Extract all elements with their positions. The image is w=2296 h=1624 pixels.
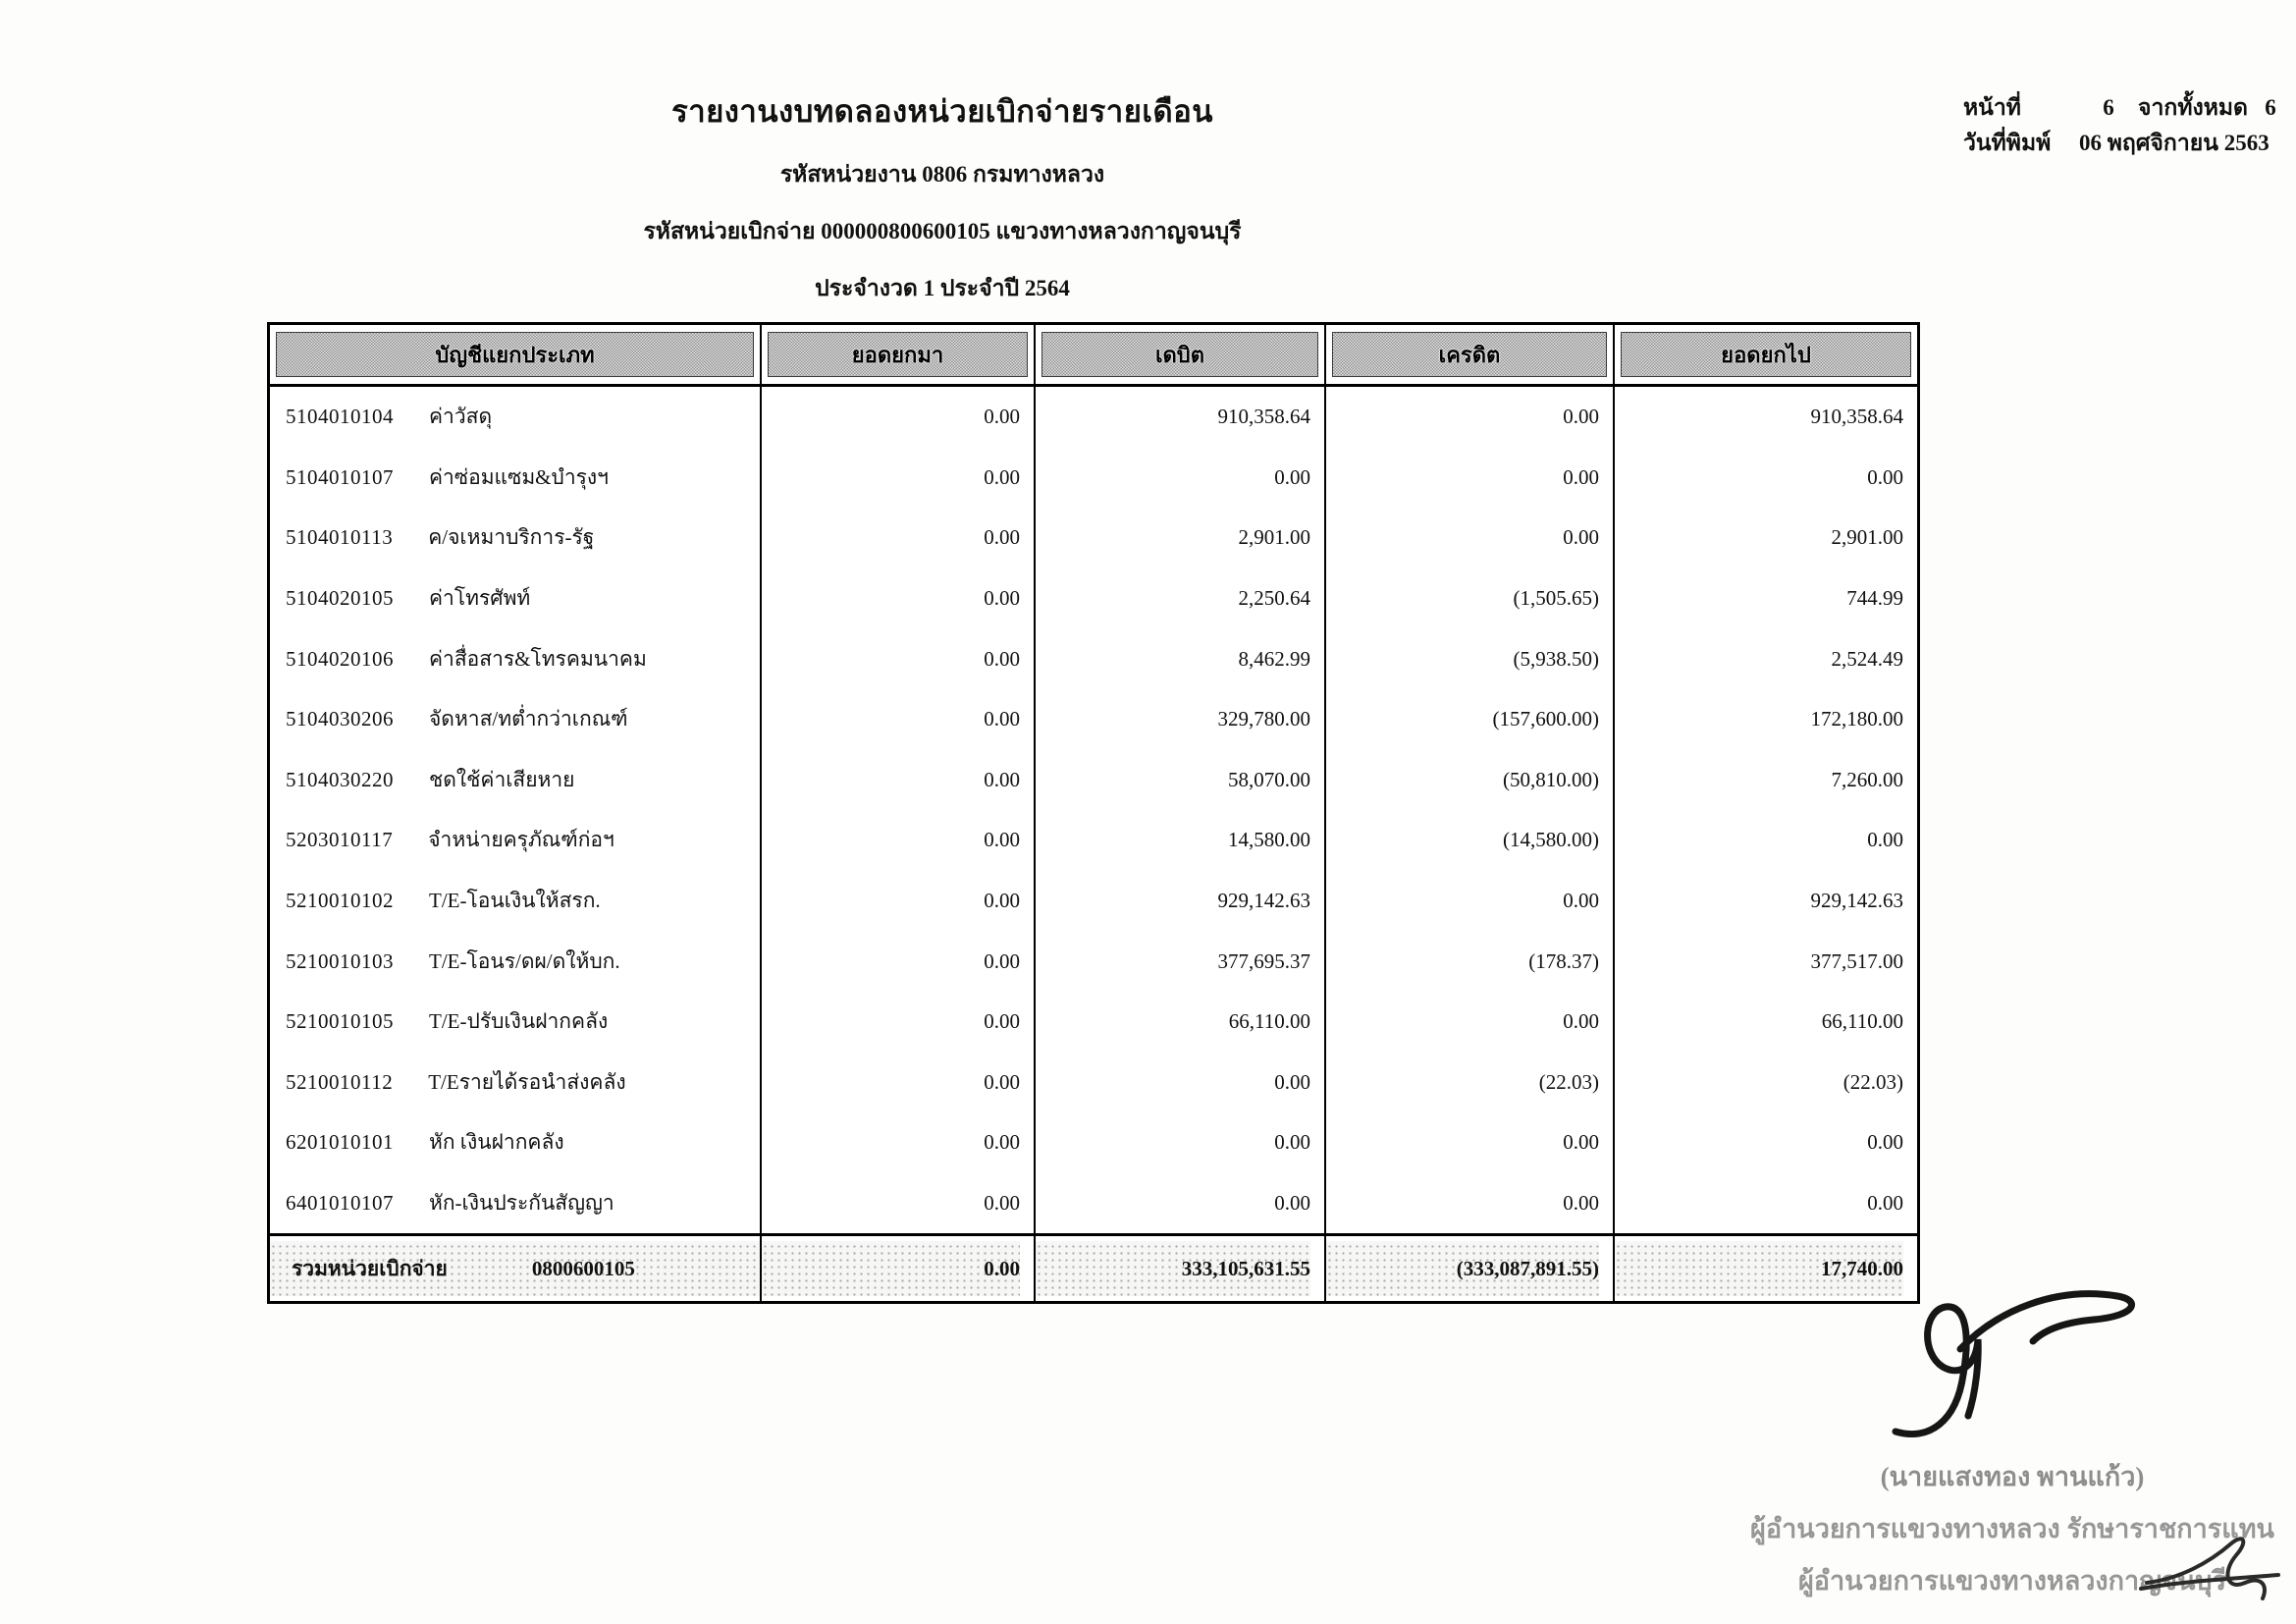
account-code: 5104030206 bbox=[286, 707, 394, 731]
account-code: 5104020106 bbox=[286, 646, 394, 671]
account-name: ค่าซ่อมแซม&บำรุงฯ bbox=[429, 464, 609, 489]
account-name: หัก-เงินประกันสัญญา bbox=[429, 1191, 614, 1216]
balance-value: 2,524.49 bbox=[1613, 628, 1917, 689]
table-row bbox=[270, 810, 1917, 871]
table-header-row bbox=[270, 325, 1917, 387]
account-code: 5104010113 bbox=[286, 525, 394, 550]
carry-forward-value: 0.00 bbox=[760, 1112, 1034, 1173]
credit-value: (157,600.00) bbox=[1324, 689, 1613, 750]
total-pages-label: จากทั้งหมด bbox=[2138, 95, 2248, 120]
carry-forward-value: 0.00 bbox=[760, 1173, 1034, 1234]
signer-title-2: ผู้อำนวยการแขวงทางหลวงกาญจนบุรี bbox=[1797, 1566, 2227, 1596]
account-code: 5104010104 bbox=[286, 405, 394, 429]
account-name: T/E-ปรับเงินฝากคลัง bbox=[429, 1009, 609, 1034]
trial-balance-table bbox=[267, 322, 1920, 1304]
debit-value: 66,110.00 bbox=[1034, 992, 1324, 1053]
table-body bbox=[270, 387, 1917, 1233]
debit-value: 910,358.64 bbox=[1034, 387, 1324, 448]
table-total-row bbox=[270, 1233, 1917, 1301]
page-number: 6 bbox=[2103, 95, 2114, 120]
debit-value: 2,250.64 bbox=[1034, 568, 1324, 629]
table-row bbox=[270, 1173, 1917, 1234]
signer-name: (นายแสงทอง พานแก้ว) bbox=[1880, 1462, 2145, 1491]
credit-value: 0.00 bbox=[1324, 1112, 1613, 1173]
column-header-account: บัญชีแยกประเภท bbox=[276, 332, 754, 377]
debit-value: 377,695.37 bbox=[1034, 931, 1324, 992]
print-date-row bbox=[1963, 126, 2287, 161]
total-pages: 6 bbox=[2265, 95, 2276, 120]
column-header-carry-forward: ยอดยกมา bbox=[768, 332, 1028, 377]
document-header bbox=[432, 86, 1453, 306]
carry-forward-value: 0.00 bbox=[760, 931, 1034, 992]
debit-value: 8,462.99 bbox=[1034, 628, 1324, 689]
debit-value: 2,901.00 bbox=[1034, 508, 1324, 568]
balance-value: 7,260.00 bbox=[1613, 750, 1917, 811]
total-debit: 333,105,631.55 bbox=[1034, 1236, 1324, 1301]
balance-value: 929,142.63 bbox=[1613, 871, 1917, 932]
debit-value: 0.00 bbox=[1034, 1173, 1324, 1234]
balance-value: 910,358.64 bbox=[1613, 387, 1917, 448]
carry-forward-value: 0.00 bbox=[760, 871, 1034, 932]
credit-value: (1,505.65) bbox=[1324, 568, 1613, 629]
table-row bbox=[270, 448, 1917, 509]
account-name: ค/จเหมาบริการ-รัฐ bbox=[428, 525, 595, 550]
signer-title-1: ผู้อำนวยการแขวงทางหลวง รักษาราชการแทน bbox=[1750, 1514, 2274, 1543]
balance-value: 0.00 bbox=[1613, 810, 1917, 871]
table-row bbox=[270, 628, 1917, 689]
account-name: จำหน่ายครุภัณฑ์ก่อฯ bbox=[428, 828, 614, 852]
account-code: 5203010117 bbox=[286, 828, 394, 852]
account-code: 5104020105 bbox=[286, 586, 394, 611]
carry-forward-value: 0.00 bbox=[760, 508, 1034, 568]
corner-signature-icon bbox=[2135, 1522, 2287, 1615]
balance-value: 0.00 bbox=[1613, 1112, 1917, 1173]
account-name: T/E-โอนร/ดผ/ดให้บก. bbox=[429, 948, 620, 973]
account-name: ค่าวัสดุ bbox=[429, 405, 493, 429]
carry-forward-value: 0.00 bbox=[760, 992, 1034, 1053]
total-label: รวมหน่วยเบิกจ่าย bbox=[292, 1256, 448, 1280]
balance-value: 377,517.00 bbox=[1613, 931, 1917, 992]
carry-forward-value: 0.00 bbox=[760, 568, 1034, 629]
print-date-label: วันที่พิมพ์ bbox=[1963, 131, 2052, 155]
page-label: หน้าที่ bbox=[1963, 95, 2021, 120]
account-name: ค่าสื่อสาร&โทรคมนาคม bbox=[429, 646, 647, 671]
agency-code-line: รหัสหน่วยงาน 0806 กรมทางหลวง bbox=[779, 162, 1105, 187]
credit-value: 0.00 bbox=[1324, 992, 1613, 1053]
table-row bbox=[270, 387, 1917, 448]
table-row bbox=[270, 871, 1917, 932]
account-code: 5210010105 bbox=[286, 1009, 394, 1034]
column-header-debit: เดบิต bbox=[1041, 332, 1318, 377]
credit-value: 0.00 bbox=[1324, 1173, 1613, 1234]
total-credit: (333,087,891.55) bbox=[1324, 1236, 1613, 1301]
carry-forward-value: 0.00 bbox=[760, 810, 1034, 871]
debit-value: 0.00 bbox=[1034, 1112, 1324, 1173]
carry-forward-value: 0.00 bbox=[760, 750, 1034, 811]
print-date: 06 พฤศจิกายน 2563 bbox=[2079, 131, 2269, 155]
column-header-credit: เครดิต bbox=[1332, 332, 1607, 377]
balance-value: 0.00 bbox=[1613, 1173, 1917, 1234]
account-code: 5210010102 bbox=[286, 889, 394, 913]
account-code: 5210010112 bbox=[286, 1069, 394, 1094]
total-unit-code: 0800600105 bbox=[531, 1256, 635, 1280]
account-name: จัดหาส/ทต่ำกว่าเกณฑ์ bbox=[429, 707, 628, 731]
balance-value: 744.99 bbox=[1613, 568, 1917, 629]
carry-forward-value: 0.00 bbox=[760, 448, 1034, 509]
account-code: 5210010103 bbox=[286, 948, 394, 973]
balance-value: 0.00 bbox=[1613, 448, 1917, 509]
carry-forward-value: 0.00 bbox=[760, 1053, 1034, 1113]
debit-value: 14,580.00 bbox=[1034, 810, 1324, 871]
credit-value: 0.00 bbox=[1324, 871, 1613, 932]
account-name: T/Eรายได้รอนำส่งคลัง bbox=[428, 1069, 626, 1094]
credit-value: (22.03) bbox=[1324, 1053, 1613, 1113]
account-code: 5104010107 bbox=[286, 464, 394, 489]
account-name: ค่าโทรศัพท์ bbox=[429, 586, 531, 611]
account-name: หัก เงินฝากคลัง bbox=[429, 1130, 564, 1155]
page-number-row bbox=[1963, 90, 2287, 126]
account-name: T/E-โอนเงินให้สรก. bbox=[429, 889, 601, 913]
column-header-balance: ยอดยกไป bbox=[1621, 332, 1911, 377]
balance-value: (22.03) bbox=[1613, 1053, 1917, 1113]
credit-value: 0.00 bbox=[1324, 448, 1613, 509]
credit-value: (50,810.00) bbox=[1324, 750, 1613, 811]
account-code: 5104030220 bbox=[286, 767, 394, 791]
table-row bbox=[270, 568, 1917, 629]
table-row bbox=[270, 931, 1917, 992]
table-row bbox=[270, 1053, 1917, 1113]
debit-value: 929,142.63 bbox=[1034, 871, 1324, 932]
total-balance: 17,740.00 bbox=[1613, 1236, 1917, 1301]
credit-value: (178.37) bbox=[1324, 931, 1613, 992]
balance-value: 172,180.00 bbox=[1613, 689, 1917, 750]
debit-value: 0.00 bbox=[1034, 448, 1324, 509]
credit-value: (5,938.50) bbox=[1324, 628, 1613, 689]
table-row bbox=[270, 992, 1917, 1053]
table-row bbox=[270, 508, 1917, 568]
total-carry-forward: 0.00 bbox=[760, 1236, 1034, 1301]
disbursement-unit-line: รหัสหน่วยเบิกจ่าย 000000800600105 แขวงทางหลวงกาญจนบุรี bbox=[643, 219, 1242, 244]
credit-value: 0.00 bbox=[1324, 387, 1613, 448]
debit-value: 329,780.00 bbox=[1034, 689, 1324, 750]
account-code: 6201010101 bbox=[286, 1130, 394, 1155]
page-meta bbox=[1963, 90, 2287, 161]
debit-value: 0.00 bbox=[1034, 1053, 1324, 1113]
table-row bbox=[270, 689, 1917, 750]
balance-value: 66,110.00 bbox=[1613, 992, 1917, 1053]
carry-forward-value: 0.00 bbox=[760, 387, 1034, 448]
report-title: รายงานงบทดลองหน่วยเบิกจ่ายรายเดือน bbox=[671, 94, 1213, 129]
carry-forward-value: 0.00 bbox=[760, 628, 1034, 689]
carry-forward-value: 0.00 bbox=[760, 689, 1034, 750]
table-row bbox=[270, 750, 1917, 811]
signature-icon bbox=[1850, 1276, 2174, 1453]
balance-value: 2,901.00 bbox=[1613, 508, 1917, 568]
period-line: ประจำงวด 1 ประจำปี 2564 bbox=[815, 276, 1070, 300]
table-row bbox=[270, 1112, 1917, 1173]
debit-value: 58,070.00 bbox=[1034, 750, 1324, 811]
credit-value: (14,580.00) bbox=[1324, 810, 1613, 871]
account-code: 6401010107 bbox=[286, 1191, 394, 1216]
account-name: ชดใช้ค่าเสียหาย bbox=[429, 767, 575, 791]
credit-value: 0.00 bbox=[1324, 508, 1613, 568]
